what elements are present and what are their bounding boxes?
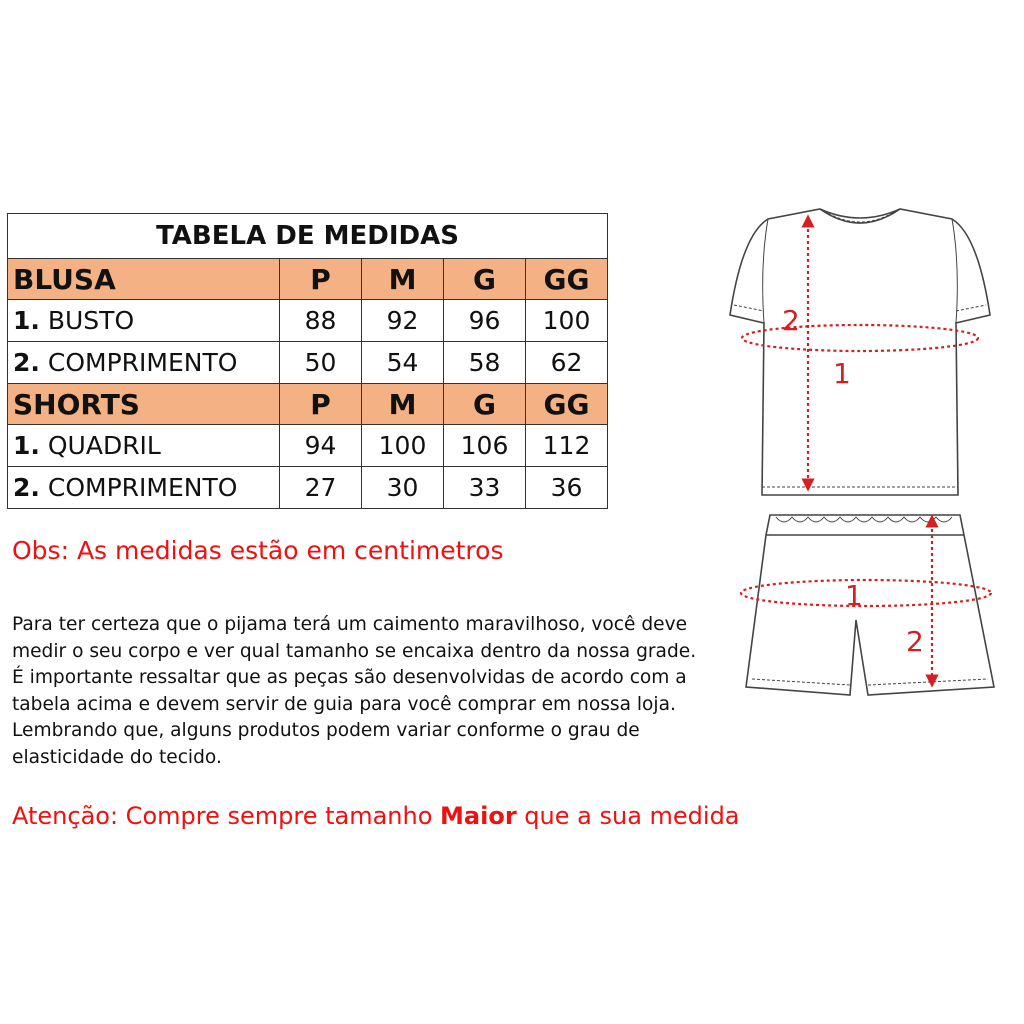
measure-value: 27 — [280, 467, 362, 509]
size-header: G — [444, 259, 526, 300]
size-table — [7, 213, 608, 509]
section-header-shorts — [8, 384, 608, 425]
size-header: GG — [526, 384, 608, 425]
section-name: SHORTS — [8, 384, 280, 425]
measure-name: COMPRIMENTO — [47, 348, 238, 377]
paragraph-line: medir o seu corpo e ver qual tamanho se encaixa dentro da nossa grade. — [12, 640, 697, 662]
size-header: P — [280, 259, 362, 300]
size-header: M — [362, 259, 444, 300]
table-title-row — [8, 214, 608, 259]
size-header: M — [362, 384, 444, 425]
measure-value: 62 — [526, 342, 608, 384]
measurement-note: Obs: As medidas estão em centimetros — [12, 536, 504, 565]
attention-emphasis: Maior — [440, 802, 517, 830]
measure-value: 54 — [362, 342, 444, 384]
measure-value: 94 — [280, 425, 362, 467]
shorts-length-label: 2 — [906, 625, 924, 658]
measure-value: 88 — [280, 300, 362, 342]
attention-note — [12, 802, 740, 830]
measure-value: 112 — [526, 425, 608, 467]
shirt-bust-label: 1 — [833, 357, 851, 390]
measure-value: 58 — [444, 342, 526, 384]
measure-number: 2. — [13, 348, 40, 377]
shorts-hip-label: 1 — [845, 579, 863, 612]
measure-number: 2. — [13, 473, 40, 502]
measure-name: QUADRIL — [47, 431, 161, 460]
measure-name: BUSTO — [47, 306, 135, 335]
paragraph-line: É importante ressaltar que as peças são desenvolvidas de acordo com a — [12, 667, 687, 688]
measure-number: 1. — [13, 306, 40, 335]
paragraph-line: tabela acima e devem servir de guia para você comprar em nossa loja. — [12, 693, 676, 715]
shirt-length-label: 2 — [782, 304, 800, 337]
size-header: GG — [526, 259, 608, 300]
measure-value: 33 — [444, 467, 526, 509]
attention-text: Atenção: Compre sempre tamanho — [12, 802, 441, 830]
table-title: TABELA DE MEDIDAS — [8, 214, 608, 259]
section-name: BLUSA — [8, 259, 280, 300]
measure-label — [8, 425, 280, 467]
table-row — [8, 467, 608, 509]
measure-value: 36 — [526, 467, 608, 509]
measure-name: COMPRIMENTO — [47, 473, 238, 502]
measure-value: 106 — [444, 425, 526, 467]
attention-text-end: que a sua medida — [516, 802, 740, 830]
table-row — [8, 300, 608, 342]
measure-value: 92 — [362, 300, 444, 342]
measure-value: 50 — [280, 342, 362, 384]
size-header: G — [444, 384, 526, 425]
measure-label — [8, 300, 280, 342]
section-header-blusa — [8, 259, 608, 300]
measure-label — [8, 467, 280, 509]
garment-measurement-diagram — [720, 195, 1010, 705]
measure-label — [8, 342, 280, 384]
measure-value: 96 — [444, 300, 526, 342]
measure-value: 100 — [526, 300, 608, 342]
paragraph-line: elasticidade do tecido. — [12, 746, 222, 768]
measure-number: 1. — [13, 431, 40, 460]
table-row — [8, 425, 608, 467]
size-header: P — [280, 384, 362, 425]
table-row — [8, 342, 608, 384]
paragraph-line: Lembrando que, alguns produtos podem variar conforme o grau de — [12, 720, 640, 741]
measure-value: 30 — [362, 467, 444, 509]
paragraph-line: Para ter certeza que o pijama terá um caimento maravilhoso, você deve — [12, 614, 688, 635]
measure-value: 100 — [362, 425, 444, 467]
info-paragraph — [12, 612, 732, 771]
